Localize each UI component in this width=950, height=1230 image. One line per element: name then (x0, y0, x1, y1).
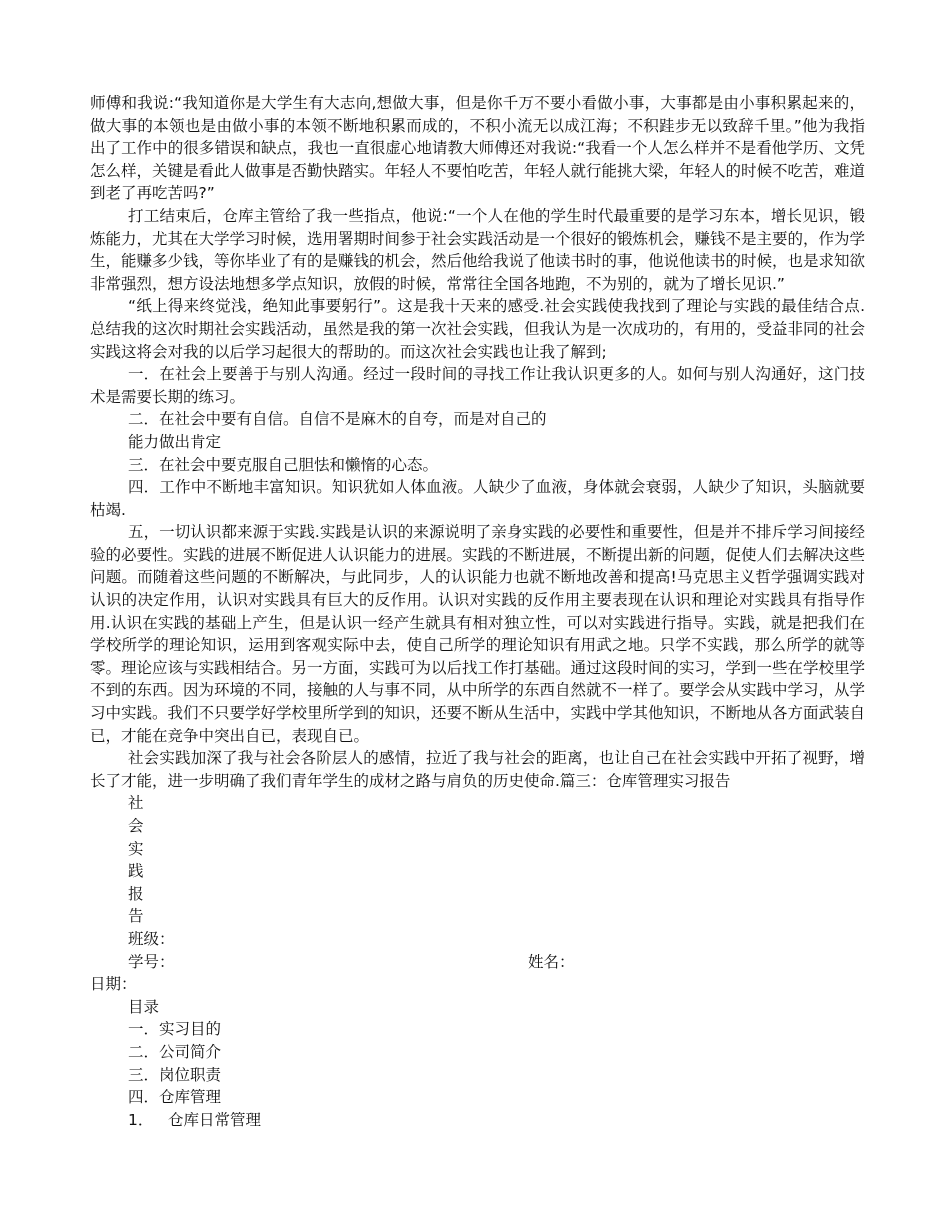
paragraph-supervisor-advice: 打工结束后，仓库主管给了我一些指点，他说:“一个人在他的学生时代最重要的是学习东本，增长见识，锻炼能力，尤其在大学学习时候，选用署期时间参于社会实践活动是一个很好的锻炼机会，赚钱不是主要的，作为学生，能赚多少钱，等你毕业了有的是赚钱的机会，然后他给我说了他读书时的事，他说他读书的时候，也是求知欲非常强烈，想方设法地想多学点知识，放假的时候，常常往全国各地跑，不为别的，就为了增长见识.” (90, 206, 866, 293)
cover-title-char: 会 (128, 817, 144, 835)
cover-title-char: 报 (128, 884, 144, 903)
point-two: 二．在社会中要有自信。自信不是麻木的自夸，而是对自己的 (128, 410, 547, 429)
paragraph-conclusion: 社会实践加深了我与社会各阶层人的感情，拉近了我与社会的距离，也让自己在社会实践中开拓了视野，增长了才能，进一步明确了我们青年学生的成材之路与肩负的历史使命.篇三：仓库管理实习报告 (90, 749, 865, 790)
point-one: 一．在社会上要善于与别人沟通。经过一段时间的寻找工作让我认识更多的人。如何与别人沟通好，这门技术是需要长期的练习。 (90, 365, 865, 406)
document-page (90, 92, 865, 1131)
paragraph-reflection: “纸上得来终觉浅，绝知此事要躬行”。这是我十天来的感受.社会实践使我找到了理论与实践的最佳结合点.总结我的这次时期社会实践活动，虽然是我的第一次社会实践，但我认为是一次成功的，有用的，受益非同的社会实践这将会对我的以后学习起很大的帮助的。而这次社会实践也让我了解到; (90, 297, 866, 361)
cover-title-vertical (128, 792, 865, 950)
student-info-row (128, 951, 865, 974)
class-label: 班级： (128, 929, 175, 948)
toc-heading: 目录 (128, 997, 160, 1016)
cover-title-char: 践 (128, 862, 144, 881)
point-two-continued: 能力做出肯定 (128, 432, 222, 451)
paragraph-master-advice: 师傅和我说:“我知道你是大学生有大志向,想做大事，但是你千万不要小看做小事，大事都是由小事积累起来的，做大事的本领也是由做小事的本领不断地积累而成的，不积小流无以成江海；不积跬步无以致辞千里。”他为我指出了工作中的很多错误和缺点，我也一直很虚心地请教大师傅还对我说:“我看一个人怎么样并不是看他学历、文凭怎么样，关键是看此人做事是否勤快踏实。年轻人不要怕吃苦，年轻人就行能挑大梁，年轻人的时候不吃苦，难道到老了再吃苦吗?” (90, 94, 866, 203)
toc-item: 二．公司简介 (128, 1042, 222, 1061)
point-three: 三．在社会中要克服自己胆怯和懒惰的心态。 (128, 455, 439, 474)
date-label: 日期： (90, 975, 137, 994)
toc-item: 四．仓库管理 (128, 1088, 222, 1107)
cover-title-char: 告 (128, 907, 144, 926)
toc-subitem-number: 1． (128, 1110, 154, 1129)
cover-title-char: 社 (128, 794, 144, 813)
point-four: 四．工作中不断地丰富知识。知识犹如人体血液。人缺少了血液，身体就会衰弱，人缺少了知识，头脑就要枯竭. (90, 478, 865, 519)
point-five: 五，一切认识都来源于实践.实践是认识的来源说明了亲身实践的必要性和重要性，但是并不排斥学习间接经验的必要性。实践的进展不断促进人认识能力的进展。实践的不断进展，不断提出新的问题，促使人们去解决这些问题。而随着这些问题的不断解决，与此同步，人的认识能力也就不断地改善和提高!马克思主义哲学强调实践对认识的决定作用，认识对实践具有巨大的反作用。认识对实践的反作用主要表现在认识和理论对实践具有指导作用.认识在实践的基础上产生，但是认识一经产生就具有相对独立性，可以对实践进行指导。实践，就是把我们在学校所学的理论知识，运用到客观实际中去，使自己所学的理论知识有用武之地。只学不实践，那么所学的就等零。理论应该与实践相结合。另一方面，实践可为以后找工作打基础。通过这段时间的实习，学到一些在学校里学不到的东西。因为环境的不同，接触的人与事不同，从中所学的东西自然就不一样了。要学会从实践中学习，从学习中实践。我们不只要学好学校里所学到的知识，还要不断从生活中，实践中学其他知识，不断地从各方面武装自已，才能在竞争中突出自已，表现自已。 (90, 523, 866, 745)
table-of-contents (128, 996, 865, 1132)
cover-title-char: 实 (128, 839, 144, 858)
toc-item: 三．岗位职责 (128, 1065, 222, 1084)
toc-subitem (128, 1109, 865, 1132)
toc-item: 一．实习目的 (128, 1020, 222, 1039)
name-label: 姓名： (528, 952, 575, 971)
student-id-label: 学号： (128, 952, 175, 971)
toc-subitem-label: 仓库日常管理 (168, 1110, 262, 1129)
